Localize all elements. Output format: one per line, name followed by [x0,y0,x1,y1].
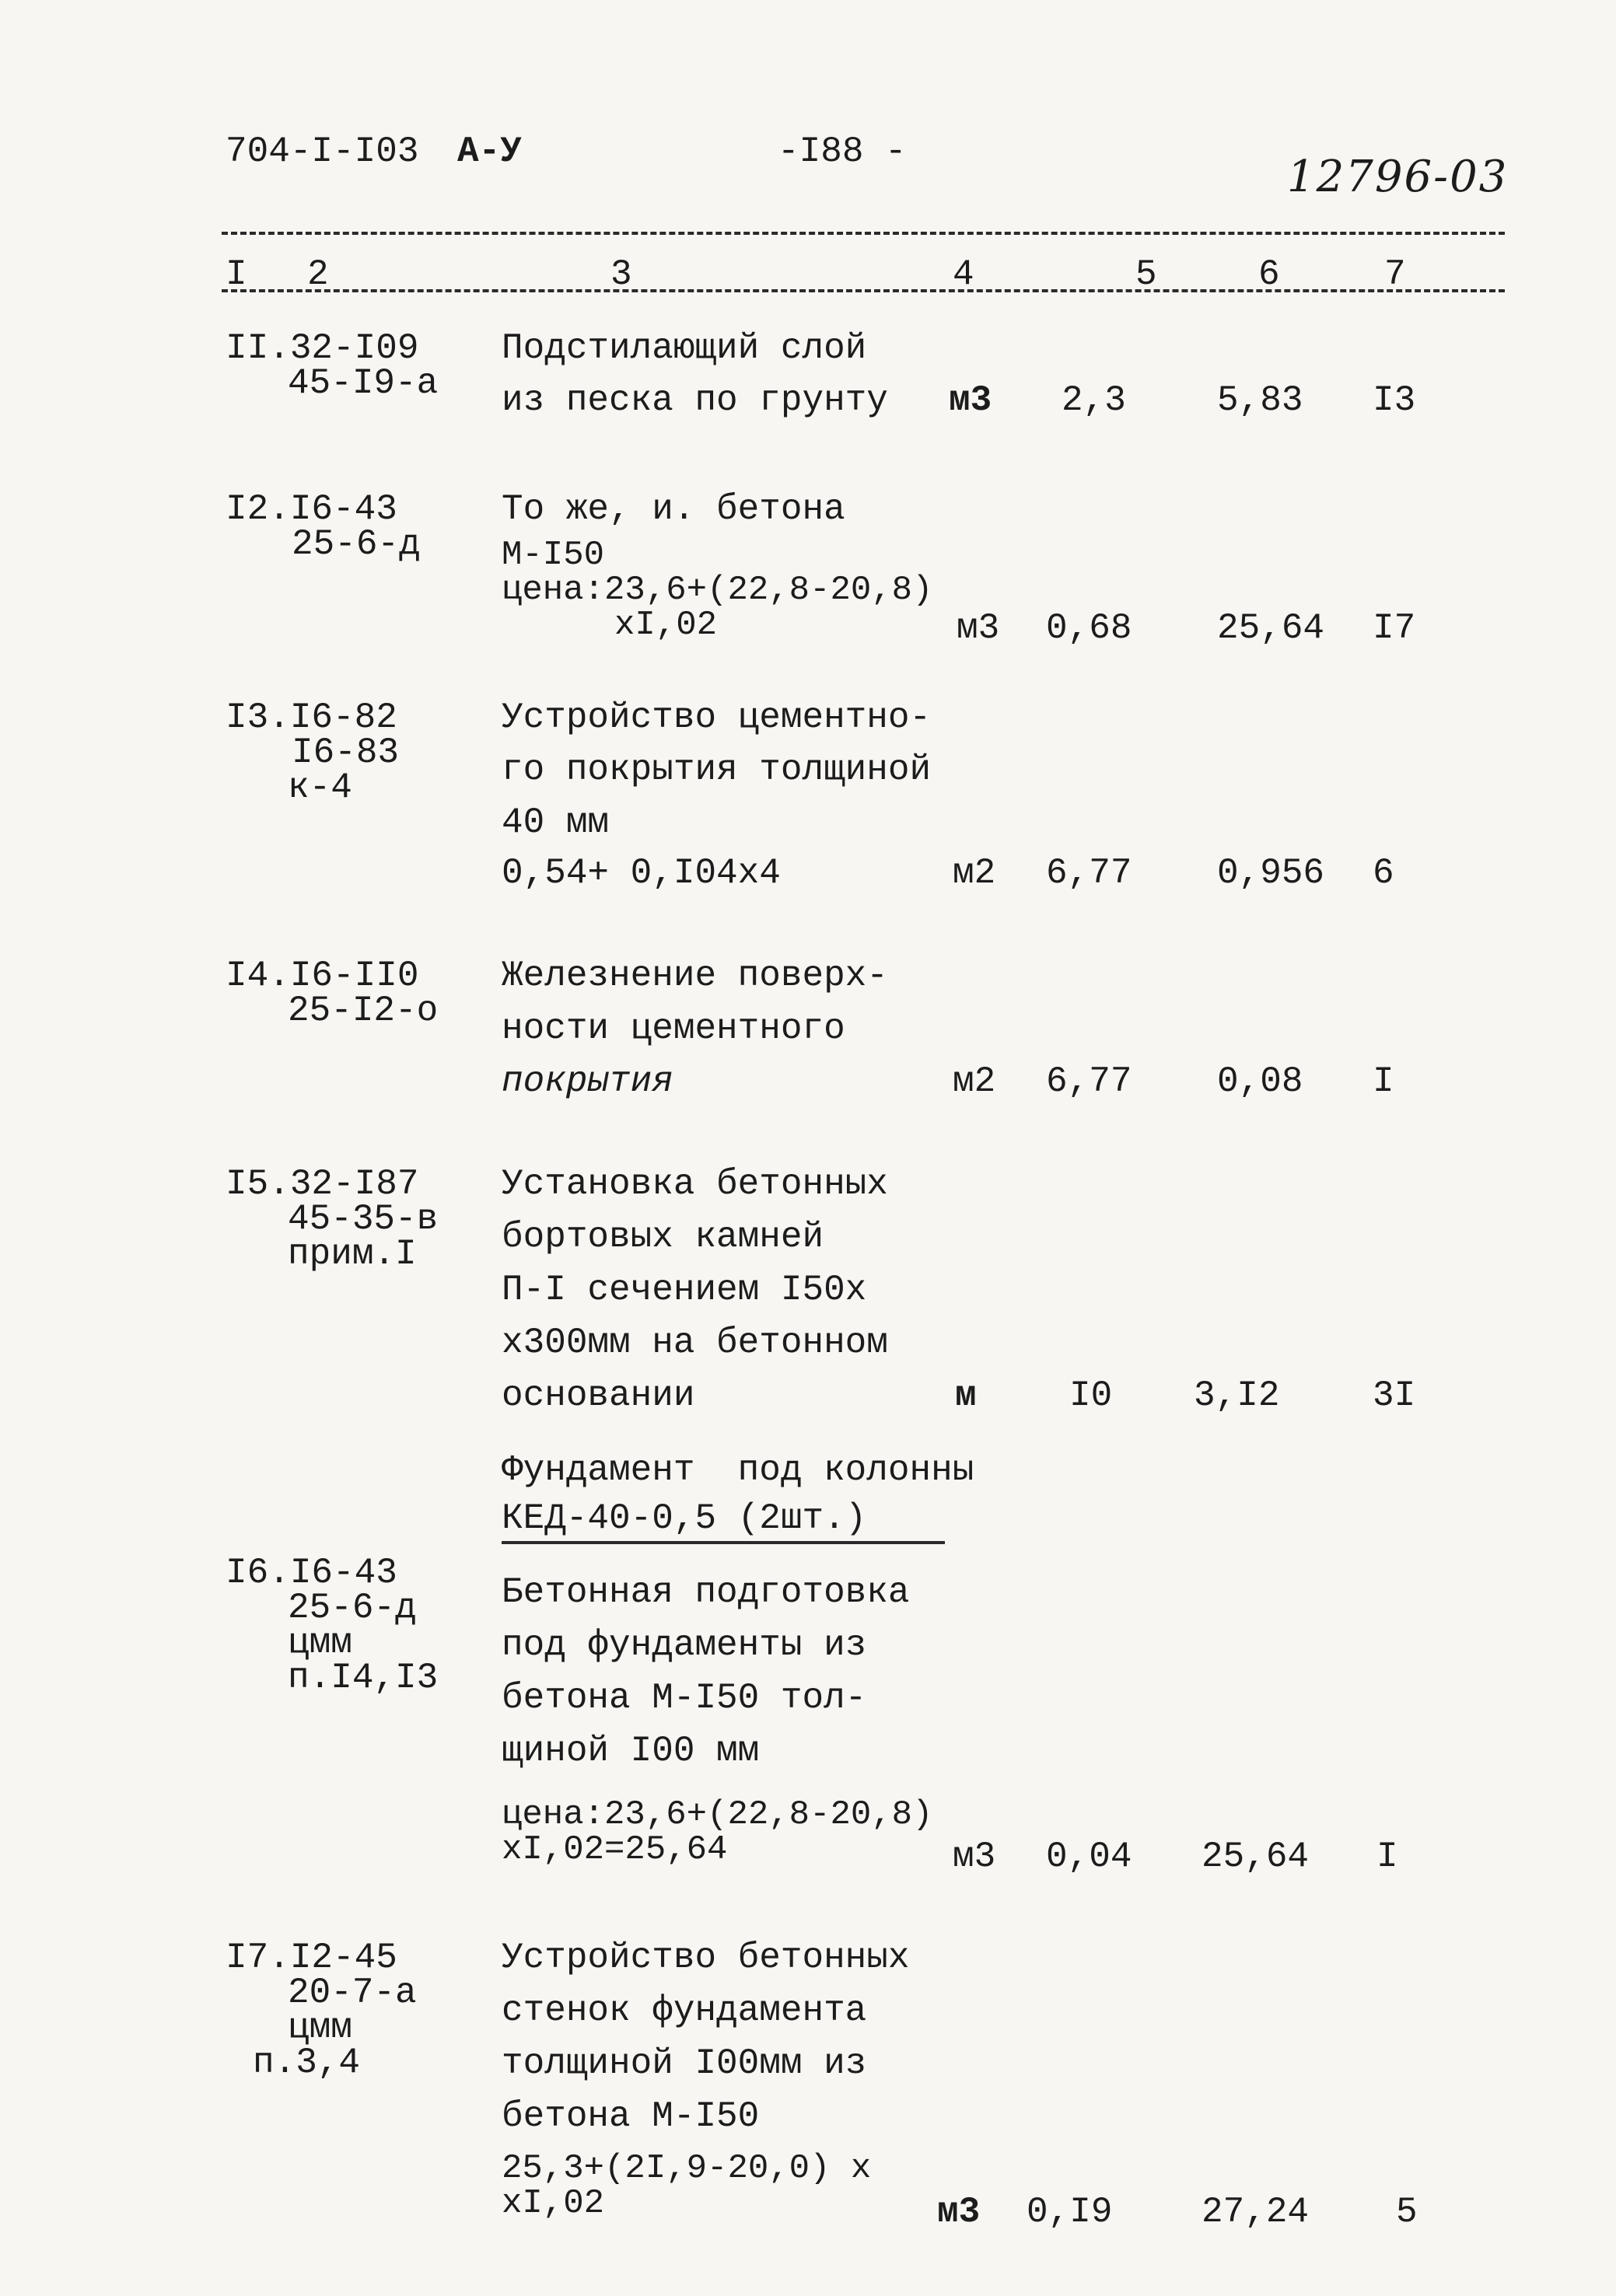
row-desc: Устройство бетонных [502,1938,910,1978]
row-price: 0,956 [1217,853,1325,893]
row-qty: 6,77 [1046,1061,1132,1102]
row-qty: I0 [1069,1375,1113,1416]
row-code: п.I4,I3 [288,1658,439,1698]
row-desc: М-I50 [502,536,605,575]
col-header-3: 3 [610,254,632,295]
row-desc: бетона М-I50 тол- [502,1678,867,1718]
row-desc: 25,3+(2I,9-20,0) x [502,2149,872,2188]
row-price: 5,83 [1217,380,1303,421]
row-qty: 0,04 [1046,1836,1132,1877]
row-total: 3I [1373,1375,1416,1416]
row-qty: 2,3 [1062,380,1126,421]
row-desc: го покрытия толщиной [502,750,932,790]
row-desc: 40 мм [502,802,610,843]
section-title: Фундамент под колонны [502,1450,974,1490]
document-code: 704-I-I03 [226,131,419,172]
row-desc: под фундаменты из [502,1625,867,1665]
row-unit: м3 [957,608,1000,648]
row-code: 45-I9-а [288,363,439,404]
col-header-6: 6 [1258,254,1280,295]
row-total: I [1373,1061,1394,1102]
row-code: I6-83 [292,732,400,773]
col-header-1: I [226,254,247,295]
row-desc: из песка по грунту [502,380,888,421]
row-code: 25-6-д [288,1588,417,1628]
row-desc: щиной I00 мм [502,1731,760,1771]
row-code: I5.32-I87 [226,1164,419,1204]
row-code: II.32-I09 [226,328,419,369]
row-unit: м3 [953,1836,996,1877]
row-price: 25,64 [1202,1836,1310,1877]
row-desc: ности цементного [502,1008,845,1049]
row-unit: м2 [953,853,996,893]
row-total: 6 [1373,853,1394,893]
row-total: I [1376,1836,1398,1877]
handwritten-number: 12796-03 [1287,152,1509,202]
row-unit: м [955,1375,977,1416]
row-price: 0,08 [1217,1061,1303,1102]
row-desc: 0,54+ 0,I04x4 [502,853,781,893]
row-desc: цена:23,6+(22,8-20,8) [502,1795,933,1834]
row-qty: 6,77 [1046,853,1132,893]
row-desc: бетона М-I50 [502,2096,760,2137]
row-desc: xI,02 [502,2184,605,2223]
row-code: I6.I6-43 [226,1553,397,1593]
col-header-4: 4 [953,254,974,295]
row-qty: 0,68 [1046,608,1132,648]
row-price: 27,24 [1202,2192,1310,2232]
album-code: А-У [457,131,522,172]
page-number: -I88 - [778,131,907,172]
row-unit: м2 [953,1061,996,1102]
row-total: 5 [1396,2192,1418,2232]
section-subtitle: КЕД-40-0,5 (2шт.) [502,1498,867,1539]
row-code: 45-35-в [288,1199,439,1239]
row-desc: x300мм на бетонном [502,1323,888,1363]
row-code: прим.I [288,1234,417,1274]
row-code: п.3,4 [253,2043,361,2083]
row-code: цмм [288,2008,352,2048]
row-code: I3.I6-82 [226,697,397,738]
row-desc: основании [502,1375,695,1416]
row-code: I7.I2-45 [226,1938,397,1978]
row-desc: стенок фундамента [502,1990,867,2031]
row-code: I2.I6-43 [226,489,397,529]
row-desc: цена:23,6+(22,8-20,8) [502,571,933,610]
row-desc: Железнение поверх- [502,956,888,996]
col-header-7: 7 [1384,254,1406,295]
row-desc: xI,02 [614,606,718,645]
row-code: цмм [288,1623,352,1663]
row-desc: Устройство цементно- [502,697,932,738]
row-desc: То же, и. бетона [502,489,845,529]
row-desc: П-I сечением I50x [502,1270,867,1310]
header-dashed-rule [222,289,1505,292]
row-unit: м3 [937,2192,981,2232]
row-price: 25,64 [1217,608,1325,648]
row-desc: бортовых камней [502,1217,824,1257]
row-desc: Установка бетонных [502,1164,888,1204]
section-underline [502,1541,945,1544]
row-price: 3,I2 [1194,1375,1280,1416]
row-code: 25-I2-о [288,991,439,1031]
col-header-2: 2 [307,254,329,295]
row-code: 25-6-д [292,524,421,564]
row-desc: Подстилающий слой [502,328,867,369]
row-code: к-4 [288,767,352,808]
row-unit: м3 [949,380,992,421]
col-header-5: 5 [1135,254,1157,295]
row-code: I4.I6-II0 [226,956,419,996]
row-code: 20-7-а [288,1973,417,2013]
row-desc: xI,02=25,64 [502,1830,728,1869]
row-total: I3 [1373,380,1416,421]
row-desc: Бетонная подготовка [502,1572,910,1613]
row-total: I7 [1373,608,1416,648]
row-qty: 0,I9 [1027,2192,1113,2232]
top-dashed-rule [222,232,1505,235]
row-desc: покрытия [502,1061,673,1102]
row-desc: толщиной I00мм из [502,2043,867,2084]
